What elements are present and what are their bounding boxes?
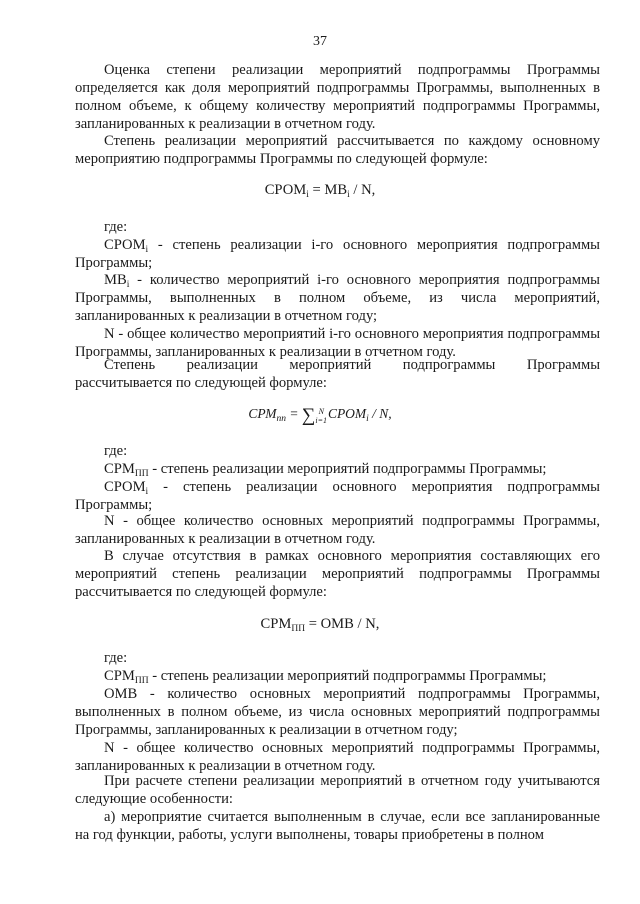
definition-n-3: N - общее количество основных мероприятий подпрограммы Программы, запланированных к реализации в отчетном году. (75, 740, 600, 774)
paragraph-item-a: а) мероприятие считается выполненным в случае, если все запланированные на год функции, работы, услуги выполнены, товары приобретены в полном (75, 809, 600, 843)
label-where-3: где: (104, 650, 128, 666)
definition-mv: $МВ_i$ - количество мероприятий i-го основного мероприятия подпрограммы Программы, выполненных в полном объеме, из числа мероприятий, запланированных к реализации в отчетном году; (75, 272, 600, 324)
definition-n-2: N - общее количество основных мероприятий подпрограммы Программы, запланированных к реализации в отчетном году. (75, 513, 600, 547)
paragraph-subprogram-degree-cont: рассчитывается по следующей формуле: (75, 375, 327, 391)
formula-srm-sum: $СРМ_{пп}$ = ∑ N i=1 $СРОМ_i$ / N, (248, 405, 392, 426)
formula-srm-omv: $СРМ_{ПП}$ = ОМВ / N, (260, 616, 380, 634)
paragraph-calculation-intro: Степень реализации мероприятий рассчитывается по каждому основному мероприятию подпрограммы Программы по следующей формуле: (75, 133, 600, 167)
paragraph-assessment: Оценка степени реализации мероприятий подпрограммы Программы определяется как доля мероприятий подпрограммы Программы, выполненных в полном объеме, к общему количеству мероприятий подпрограммы Программы, запланированных к реализации в отчетном году. (75, 62, 600, 132)
paragraph-subprogram-degree: Степень реализации мероприятий подпрограммы Программы (104, 357, 600, 373)
definition-omv: ОМВ - количество основных мероприятий подпрограммы Программы, выполненных в полном объеме, из числа основных мероприятий подпрограммы Программы, запланированных к реализации в отчетном году; (75, 686, 600, 738)
page-number: 37 (313, 34, 327, 49)
label-where-1: где: (104, 219, 128, 235)
formula-srom: $СРОМ_i = МВ_i / N$, (264, 182, 376, 200)
label-where-2: где: (104, 443, 128, 459)
definition-srm-pp: $СРМ_{ПП}$ - степень реализации мероприятий подпрограммы Программы; (104, 461, 547, 479)
definition-n-1: N - общее количество мероприятий i-го основного мероприятия подпрограммы Программы, запланированных к реализации в отчетном году. (75, 326, 600, 360)
paragraph-features: При расчете степени реализации мероприятий в отчетном году учитываются следующие особенности: (75, 773, 600, 807)
sum-symbol: ∑ (301, 405, 316, 426)
sum-limits: N i=1 (315, 407, 328, 425)
definition-srom: $СРОМ_i$ - степень реализации i-го основного мероприятия подпрограммы Программы; (75, 237, 600, 271)
paragraph-absence-case: В случае отсутствия в рамках основного мероприятия составляющих его мероприятий степень реализации мероприятий подпрограммы Программы рассчитывается по следующей формуле: (75, 548, 600, 600)
definition-srm-pp-2: $СРМ_{ПП}$ - степень реализации мероприятий подпрограммы Программы; (104, 668, 547, 686)
definition-srom-2: $СРОМ_i$ - степень реализации основного мероприятия подпрограммы Программы; (75, 479, 600, 513)
